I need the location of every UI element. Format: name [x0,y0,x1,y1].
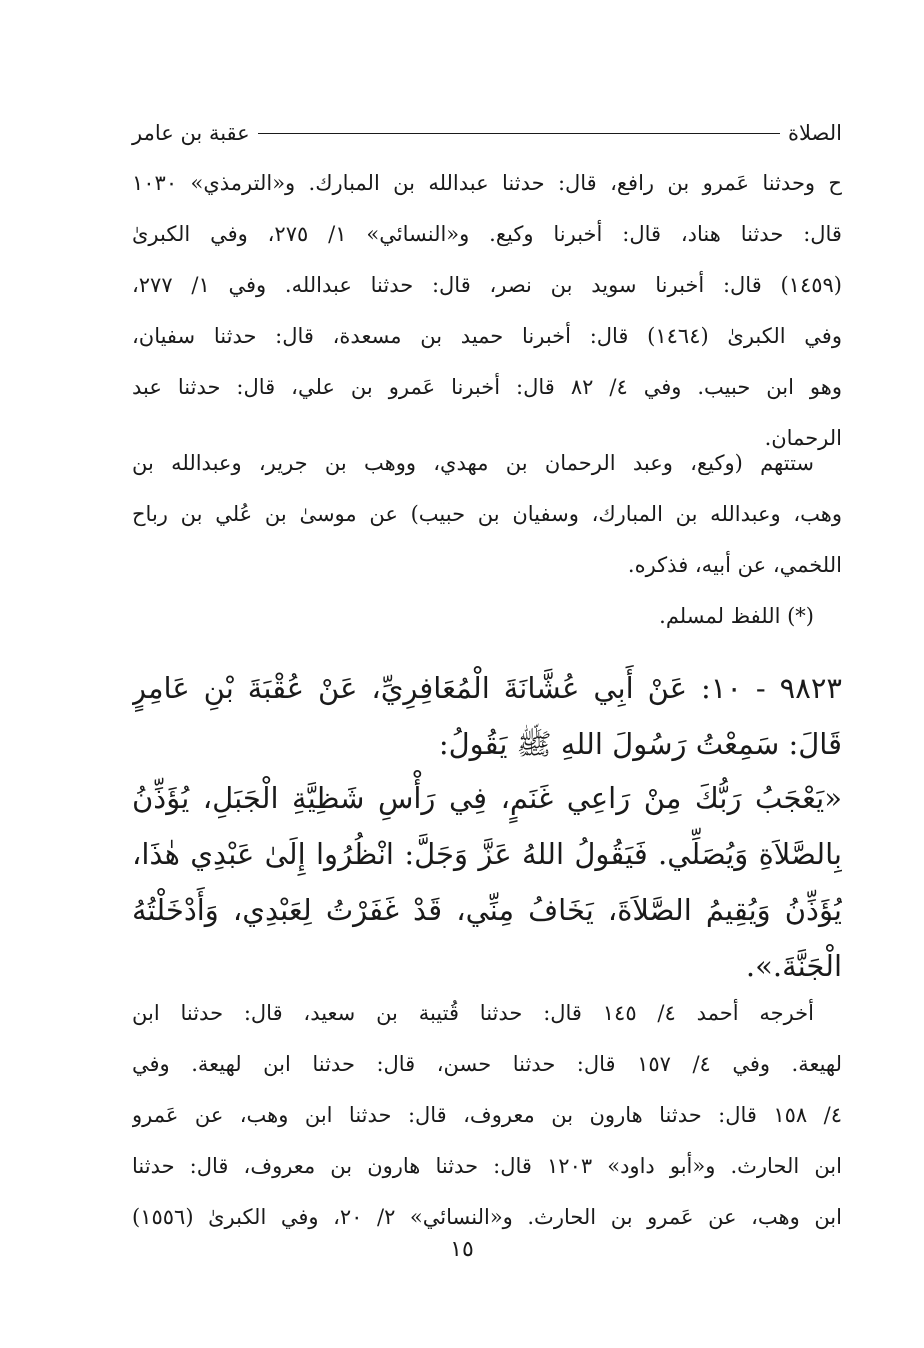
text-line: وهب، وعبدالله بن المبارك، وسفيان بن حبيب) عن موسىٰ بن عُلي بن رباح [132,502,842,526]
hadith-heading [132,660,842,772]
hadith-heading-line: قَالَ: سَمِعْتُ رَسُولَ اللهِ ﷺ يَقُولُ: [438,727,842,761]
running-header [132,118,842,148]
text-line: ابن الحارث. و«أبو داود» ١٢٠٣ قال: حدثنا هارون بن معروف، قال: حدثنا [132,1154,842,1178]
text-line: ح وحدثنا عَمرو بن رافع، قال: حدثنا عبدالله بن المبارك. و«الترمذي» ١٠٣٠ [132,171,842,195]
text-line: وفي الكبرىٰ (١٤٦٤) قال: أخبرنا حميد بن مسعدة، قال: حدثنا سفيان، [132,324,842,348]
header-rule [258,133,780,134]
text-line: أخرجه أحمد ٤/ ١٤٥ قال: حدثنا قُتيبة بن سعيد، قال: حدثنا ابن [132,1001,814,1025]
text-line: قال: حدثنا هناد، قال: أخبرنا وكيع. و«النسائي» ١/ ٢٧٥، وفي الكبرىٰ [132,222,842,246]
text-line: (١٤٥٩) قال: أخبرنا سويد بن نصر، قال: حدثنا عبدالله. وفي ١/ ٢٧٧، [132,273,842,297]
paragraph-takhrij-1 [132,158,842,464]
text-line: ٤/ ١٥٨ قال: حدثنا هارون بن معروف، قال: حدثنا ابن وهب، عن عَمرو [132,1103,842,1127]
hadith-heading-line: ٩٨٢٣ - ١٠: عَنْ أَبِي عُشَّانَةَ الْمُعَافِرِيِّ، عَنْ عُقْبَةَ بْنِ عَامِرٍ [132,671,842,705]
text-line: اللخمي، عن أبيه، فذكره. [627,553,842,577]
header-chapter: الصلاة [788,121,842,145]
header-narrator: عقبة بن عامر [132,121,250,145]
footnote-marker-note: (*) اللفظ لمسلم. [659,604,814,628]
text-line: الرحمان. [764,426,842,450]
text-line: وهو ابن حبيب. وفي ٤/ ٨٢ قال: أخبرنا عَمرو بن علي، قال: حدثنا عبد [132,375,842,399]
hadith-text [132,770,842,994]
hadith-text-line: بِالصَّلاَةِ وَيُصَلِّي. فَيَقُولُ اللهُ عَزَّ وَجَلَّ: انْظُرُوا إِلَىٰ عَبْدِي هٰذَا، [132,837,842,871]
hadith-text-line: يُؤَذِّنُ وَيُقِيمُ الصَّلاَةَ، يَخَافُ مِنِّي، قَدْ غَفَرْتُ لِعَبْدِي، وَأَدْخَلْتُهُ [132,893,842,927]
text-line: ابن وهب، عن عَمرو بن الحارث. و«النسائي» ٢/ ٢٠، وفي الكبرىٰ (١٥٥٦) [132,1205,842,1229]
paragraph-takhrij-2 [132,438,842,642]
text-line: لهيعة. وفي ٤/ ١٥٧ قال: حدثنا حسن، قال: حدثنا ابن لهيعة. وفي [132,1052,842,1076]
paragraph-takhrij-3 [132,988,842,1243]
page-number: ١٥ [450,1237,474,1262]
hadith-text-line: الْجَنَّةَ.». [745,949,842,983]
hadith-text-line: «يَعْجَبُ رَبُّكَ مِنْ رَاعِي غَنَمٍ، فِي رَأْسِ شَظِيَّةِ الْجَبَلِ، يُؤَذِّنُ [132,781,842,815]
text-line: ستتهم (وكيع، وعبد الرحمان بن مهدي، ووهب بن جرير، وعبدالله بن [132,451,814,475]
